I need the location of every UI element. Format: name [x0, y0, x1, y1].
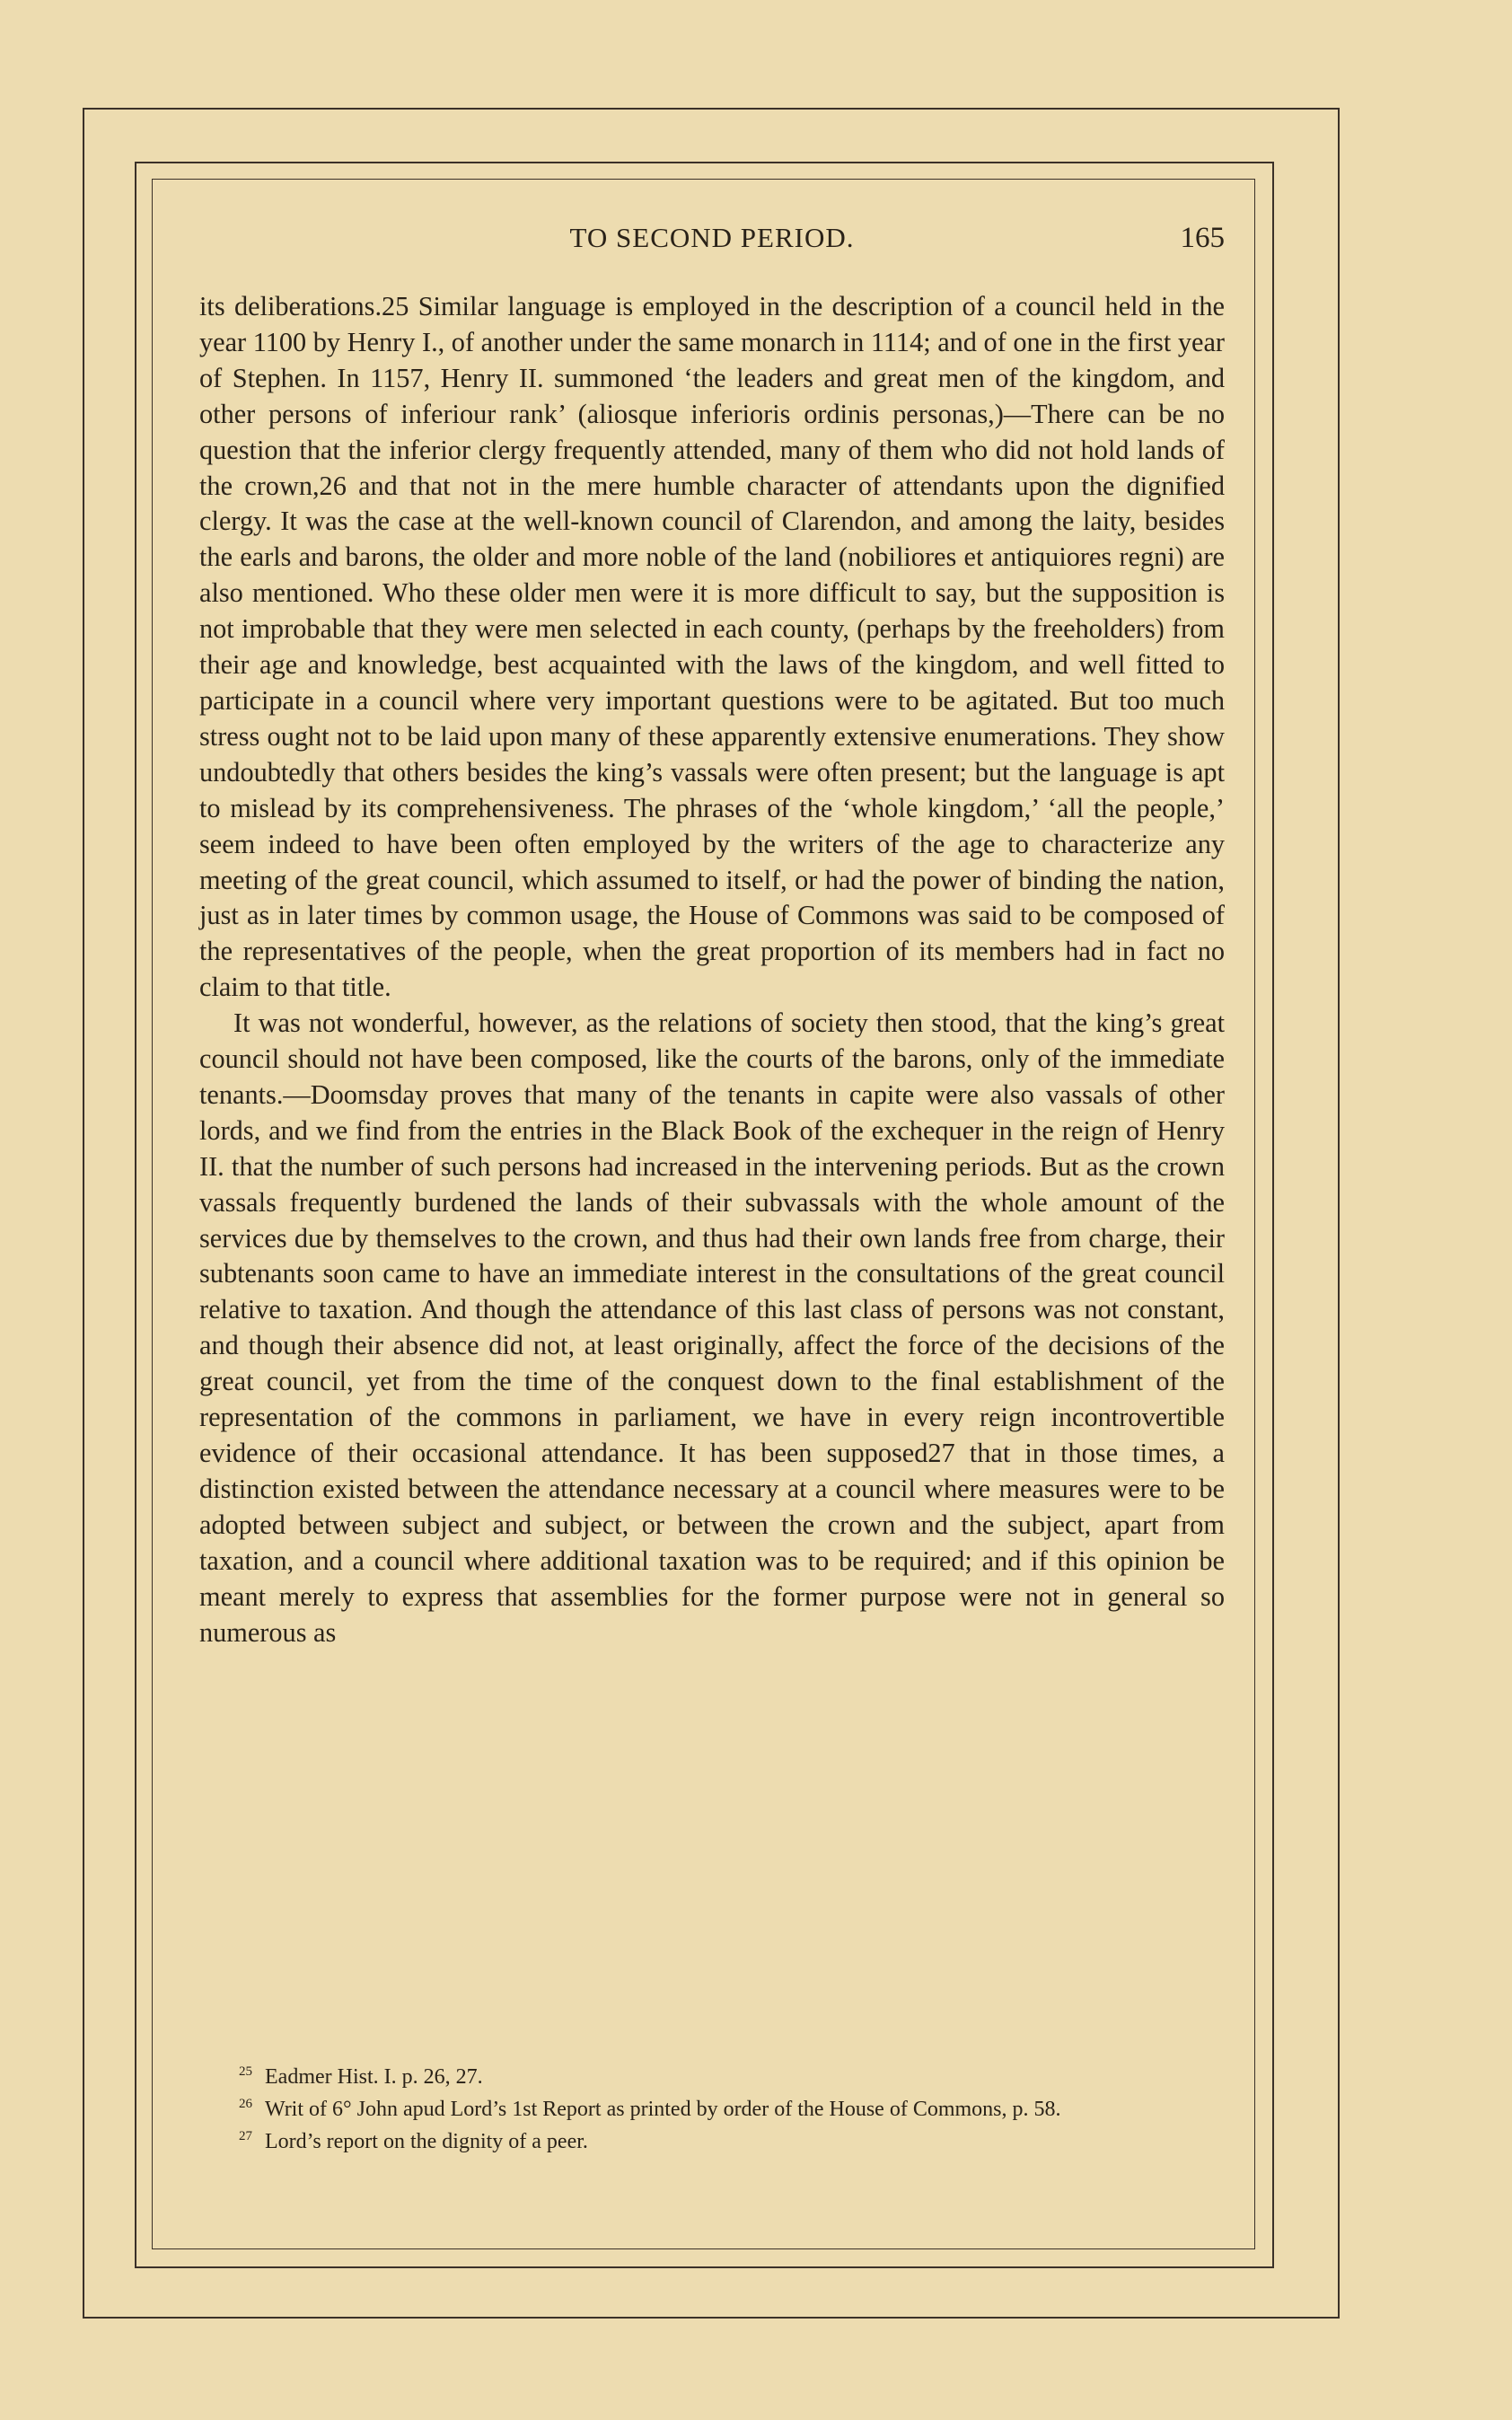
footnote-mark: 26	[239, 2097, 252, 2111]
footnote-text: Eadmer Hist. I. p. 26, 27.	[265, 2065, 483, 2089]
page-number: 165	[1180, 222, 1225, 254]
body-text	[199, 289, 1225, 1650]
page-header	[199, 222, 1225, 261]
footnote-text: Writ of 6° John apud Lord’s 1st Report as printed by order of the House of Commons, p. 58.	[265, 2098, 1061, 2121]
paragraph: its deliberations.25 Similar language is employed in the description of a council held in the year 1100 by Henry I., of another under the same monarch in 1114; and of one in the first year of Stephen. In 1157, Henry II. summoned ‘the leaders and great men of the kingdom, and other persons of inferiour rank’ (aliosque inferioris ordinis personas,)—There can be no question that the inferior clergy frequently attended, many of them who did not hold lands of the crown,26 and that not in the mere humble character of attendants upon the dignified clergy. It was the case at the well-known council of Clarendon, and among the laity, besides the earls and barons, the older and more noble of the land (nobiliores et antiquiores regni) are also mentioned. Who these older men were it is more difficult to say, but the supposition is not improbable that they were men selected in each county, (perhaps by the freeholders) from their age and knowledge, best acquainted with the laws of the kingdom, and well fitted to participate in a council where very important questions were to be agitated. But too much stress ought not to be laid upon many of these apparently extensive enumerations. They show undoubtedly that others besides the king’s vassals were often present; but the language is apt to mislead by its comprehensiveness. The phrases of the ‘whole kingdom,’ ‘all the people,’ seem indeed to have been often employed by the writers of the age to characterize any meeting of the great council, which assumed to itself, or had the power of binding the nation, just as in later times by common usage, the House of Commons was said to be composed of the representatives of the people, when the great proportion of its members had in fact no claim to that title.	[199, 291, 1225, 1003]
paragraph: It was not wonderful, however, as the relations of society then stood, that the king’s great council should not have been composed, like the courts of the barons, only of the immediate tenants.—Doomsday proves that many of the tenants in capite were also vassals of other lords, and we find from the entries in the Black Book of the exchequer in the reign of Henry II. that the number of such persons had increased in the intervening periods. But as the crown vassals frequently burdened the lands of their subvassals with the whole amount of the services due by themselves to the crown, and thus had their own lands free from charge, their subtenants soon came to have an immediate interest in the consultations of the great council relative to taxation. And though the attendance of this last class of persons was not constant, and though their absence did not, at least originally, affect the force of the decisions of the great council, yet from the time of the conquest down to the final establishment of the representation of the commons in parliament, we have in every reign incontrovertible evidence of their occasional attendance. It has been supposed27 that in those times, a distinction existed between the attendance necessary at a council where measures were to be adopted between subject and subject, or between the crown and the subject, apart from taxation, and a council where additional taxation was to be required; and if this opinion be meant merely to express that assemblies for the former purpose were not in general so numerous as	[199, 1008, 1225, 1648]
footnote	[199, 2058, 1225, 2090]
footnote-text: Lord’s report on the dignity of a peer.	[265, 2130, 588, 2153]
running-title: TO SECOND PERIOD.	[569, 222, 855, 253]
footnote	[199, 2123, 1225, 2155]
footnotes	[199, 2058, 1225, 2155]
footnote	[199, 2090, 1225, 2123]
footnote-mark: 25	[239, 2064, 252, 2079]
footnote-mark: 27	[239, 2129, 252, 2143]
